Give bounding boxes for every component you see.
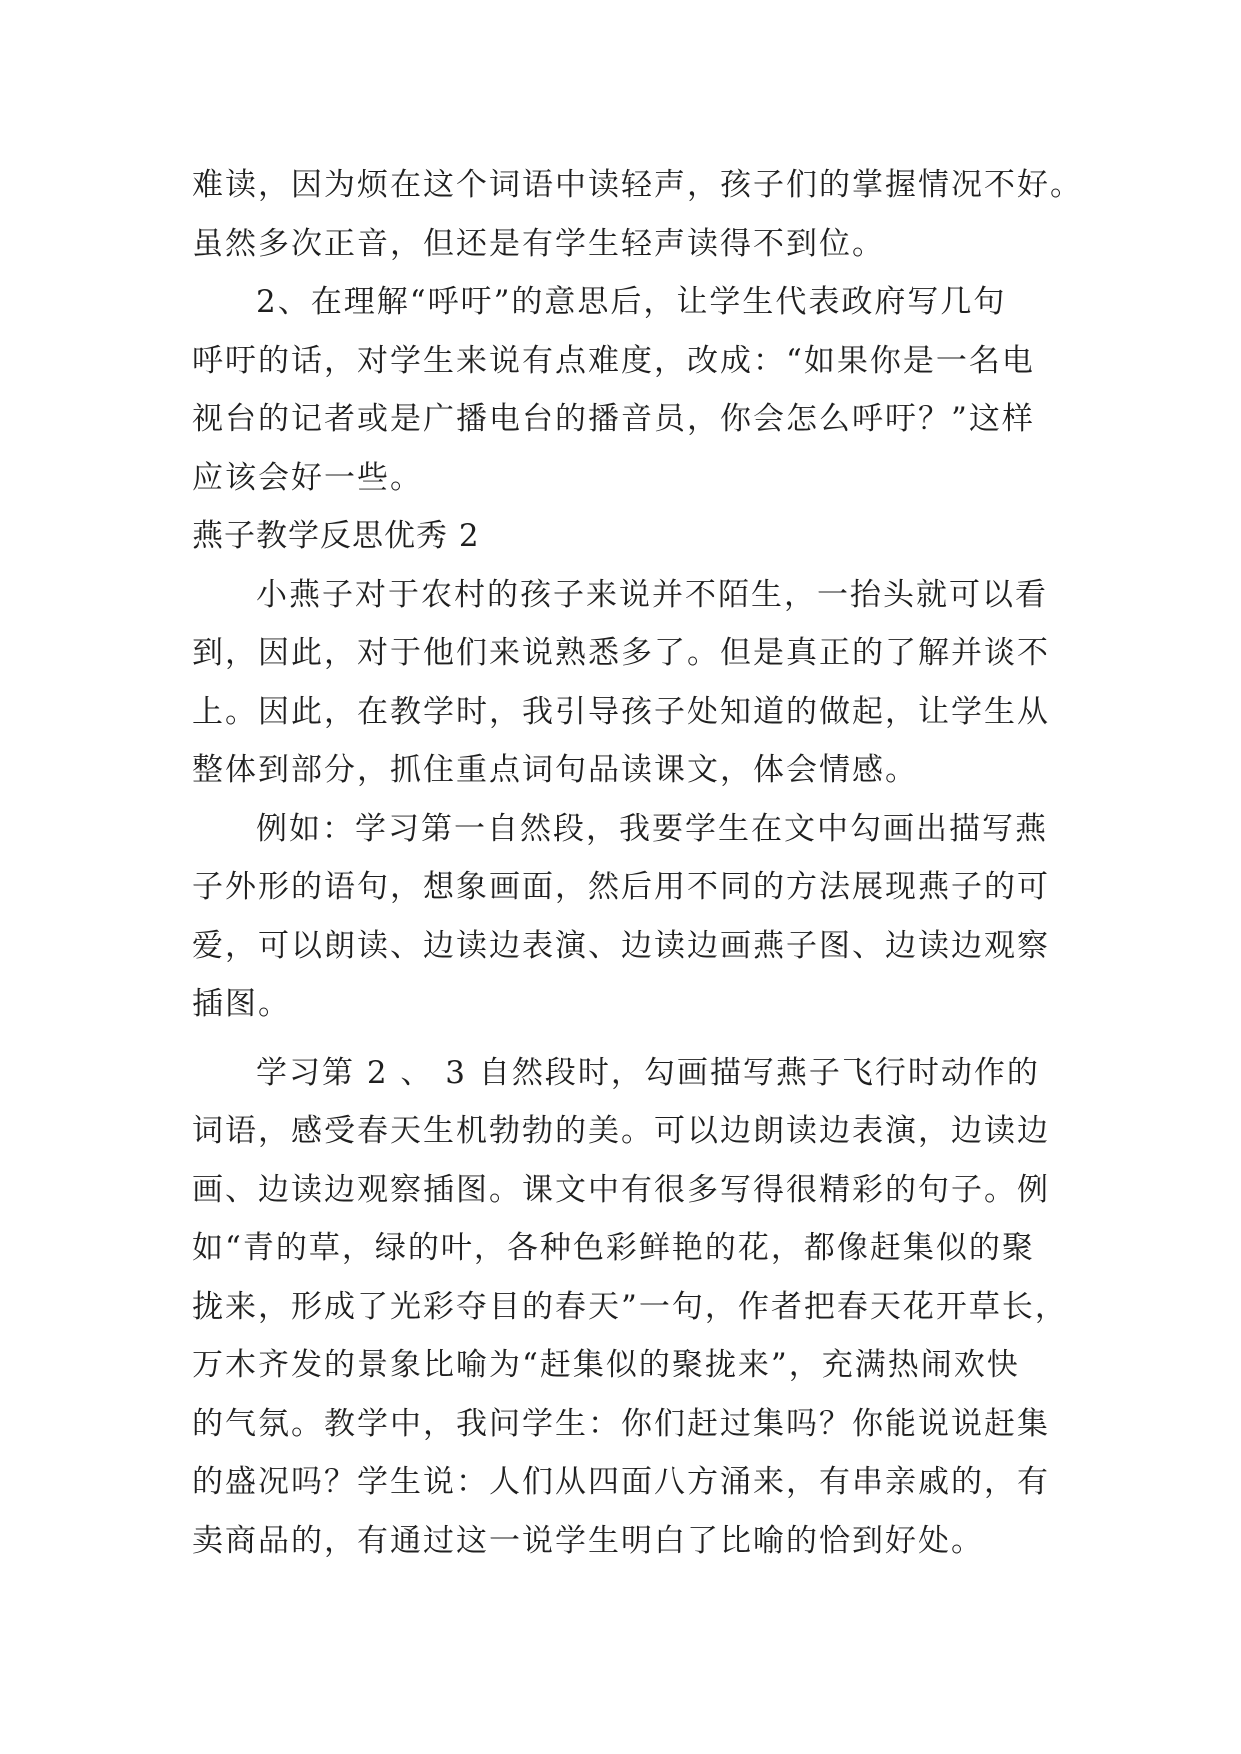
text-line: 小燕子对于农村的孩子来说并不陌生，一抬头就可以看	[256, 576, 1048, 613]
text-line: 应该会好一些。	[192, 459, 423, 496]
paragraph-gap	[192, 1034, 1052, 1044]
paragraph	[192, 800, 1052, 1034]
text-line: 上。因此，在教学时，我引导孩子处知道的做起，让学生从	[192, 693, 1050, 730]
text-line: 视台的记者或是广播电台的播音员，你会怎么呼吁？”这样	[192, 401, 1035, 437]
text-line: 到，因此，对于他们来说熟悉多了。但是真正的了解并谈不	[192, 635, 1050, 671]
text-line: 呼吁的话，对学生来说有点难度，改成：“如果你是一名电	[192, 342, 1035, 379]
text-line: 词语，感受春天生机勃勃的美。可以边朗读边表演，边读边	[192, 1113, 1050, 1149]
document-body	[192, 156, 1083, 1570]
text-line: 2、在理解“呼吁”的意思后，让学生代表政府写几句	[256, 284, 1007, 320]
text-line: 卖商品的，有通过这一说学生明白了比喻的恰到好处。	[192, 1522, 984, 1559]
text-line: 插图。	[192, 986, 291, 1022]
text-line: 的气氛。教学中，我问学生：你们赶过集吗？你能说说赶集	[192, 1405, 1050, 1442]
paragraph	[192, 566, 1052, 800]
text-line: 如“青的草，绿的叶，各种色彩鲜艳的花，都像赶集似的聚	[192, 1230, 1035, 1266]
paragraph	[192, 1044, 1068, 1571]
paragraph	[192, 156, 1083, 273]
text-line: 爱，可以朗读、边读边表演、边读边画燕子图、边读边观察	[192, 927, 1050, 964]
text-line: 万木齐发的景象比喻为“赶集似的聚拢来”，充满热闹欢快	[192, 1347, 1020, 1383]
text-line: 的盛况吗？学生说：人们从四面八方涌来，有串亲戚的，有	[192, 1464, 1050, 1500]
text-line: 整体到部分，抓住重点词句品读课文，体会情感。	[192, 752, 918, 788]
text-line: 学习第 2 、 3 自然段时，勾画描写燕子飞行时动作的	[256, 1054, 1040, 1091]
text-line: 子外形的语句，想象画面，然后用不同的方法展现燕子的可	[192, 869, 1050, 905]
heading-text: 燕子教学反思优秀 2	[192, 518, 480, 554]
text-line: 难读，因为烦在这个词语中读轻声，孩子们的掌握情况不好。	[192, 167, 1083, 203]
paragraph	[192, 273, 1052, 507]
text-line: 拢来，形成了光彩夺目的春天”一句，作者把春天花开草长，	[192, 1288, 1068, 1325]
section-heading	[192, 507, 1052, 566]
text-line: 虽然多次正音，但还是有学生轻声读得不到位。	[192, 225, 885, 262]
text-line: 画、边读边观察插图。课文中有很多写得很精彩的句子。例	[192, 1171, 1050, 1208]
text-line: 例如：学习第一自然段，我要学生在文中勾画出描写燕	[256, 810, 1048, 847]
